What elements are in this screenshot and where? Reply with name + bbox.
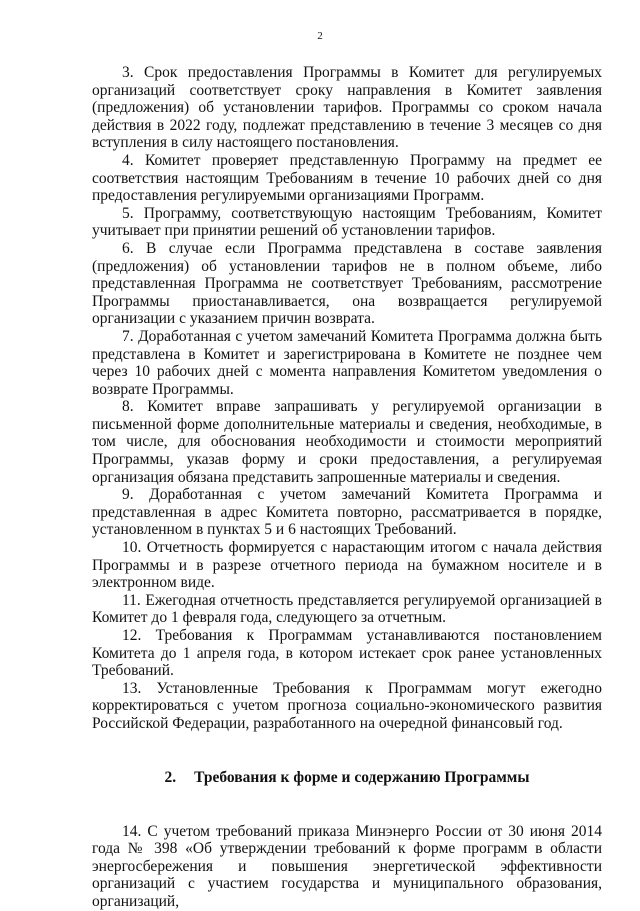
paragraph-number: 12. bbox=[122, 627, 142, 644]
paragraph-number: 3. bbox=[122, 64, 134, 81]
paragraph-9 bbox=[92, 486, 602, 539]
paragraph-text: Отчетность формируется с нарастающим итогом с начала действия Программы и в разрезе отчетного периода на бумажном носителе и в электронном виде. bbox=[92, 539, 602, 592]
paragraph-number: 5. bbox=[122, 204, 134, 222]
section-title: Требования к форме и содержанию Программы bbox=[194, 768, 530, 786]
paragraph-4 bbox=[92, 152, 602, 205]
paragraph-text: Программу, соответствующую настоящим Требованиям, Комитет учитывает при принятии решений об установлении тарифов. bbox=[92, 204, 602, 240]
paragraph-text: Комитет проверяет представленную Программу на предмет ее соответствия настоящим Требованиям в течение 10 рабочих дней со дня предоставления регулируемыми организациями Программ. bbox=[92, 151, 603, 205]
paragraph-text: Доработанная с учетом замечаний Комитета Программа и представленная в адрес Комитета повторно, рассматривается в порядке, установленном в пунктах 5 и 6 настоящих Требований. bbox=[92, 486, 602, 539]
paragraph-text: С учетом требований приказа Минэнерго России от 30 июня 2014 года № 398 «Об утверждении требований к форме программ в области энергосбережения и повышения энергетической эффективности организаций с участием государства и муниципального образования, организаций, bbox=[92, 822, 603, 910]
paragraph-14 bbox=[92, 823, 602, 911]
paragraph-10 bbox=[92, 539, 602, 592]
paragraph-text: Ежегодная отчетность представляется регулируемой организацией в Комитет до 1 февраля года, следующего за отчетным. bbox=[92, 591, 602, 627]
paragraph-number: 7. bbox=[122, 327, 134, 345]
paragraph-text: Срок предоставления Программы в Комитет для регулируемых организаций соответствует сроку направления в Комитет заявления (предложения) об установлении тарифов. Программы со сроком начала действия в 2022 году, подлежат представлению в течение 3 месяцев со дня вступления в силу настоящего постановления. bbox=[92, 64, 602, 152]
paragraph-number: 8. bbox=[122, 398, 134, 416]
paragraph-text: Комитет вправе запрашивать у регулируемой организации в письменной форме дополнительные материалы и сведения, необходимые, в том числе, для обоснования необходимости и стоимости мероприятий Программы, указав форму и сроки предоставления, а регулируемая организация обязана представить запрошенные материалы и сведения. bbox=[92, 398, 603, 486]
paragraph-11 bbox=[92, 592, 602, 627]
paragraph-7 bbox=[92, 328, 602, 398]
section-heading bbox=[92, 733, 602, 823]
paragraph-6 bbox=[92, 240, 602, 328]
paragraph-text: Требования к Программам устанавливаются постановлением Комитета до 1 апреля года, в котором истекает срок ранее установленных Требований. bbox=[92, 627, 602, 680]
paragraph-5 bbox=[92, 205, 602, 240]
paragraph-12 bbox=[92, 627, 602, 680]
paragraph-3 bbox=[92, 64, 602, 152]
paragraph-number: 9. bbox=[122, 486, 134, 504]
paragraph-number: 11. bbox=[122, 591, 141, 609]
paragraph-text: Установленные Требования к Программам могут ежегодно корректироваться с учетом прогноза социально-экономического развития Российской Федерации, разработанного на очередной финансовый год. bbox=[92, 679, 603, 732]
paragraph-number: 13. bbox=[122, 679, 142, 697]
paragraph-13 bbox=[92, 680, 602, 733]
paragraph-8 bbox=[92, 398, 602, 486]
paragraph-number: 10. bbox=[122, 539, 142, 557]
paragraph-number: 14. bbox=[122, 822, 142, 840]
paragraph-number: 4. bbox=[122, 151, 134, 169]
document-body bbox=[92, 64, 602, 911]
paragraph-number: 6. bbox=[122, 239, 134, 257]
page-number: 2 bbox=[317, 30, 323, 42]
paragraph-text: Доработанная с учетом замечаний Комитета Программа должна быть представлена в Комитет и зарегистрирована в Комитете не позднее чем через 10 рабочих дней с момента направления Комитетом уведомления о возврате Программы. bbox=[92, 327, 603, 398]
paragraph-text: В случае если Программа представлена в составе заявления (предложения) об установлении тарифов не в полном объеме, либо представленная Программа не соответствует Требованиям, рассмотрение Программы приостанавливается, она возвращается регулируемой организации с указанием причин возврата. bbox=[92, 239, 603, 328]
section-number: 2. bbox=[164, 768, 177, 786]
